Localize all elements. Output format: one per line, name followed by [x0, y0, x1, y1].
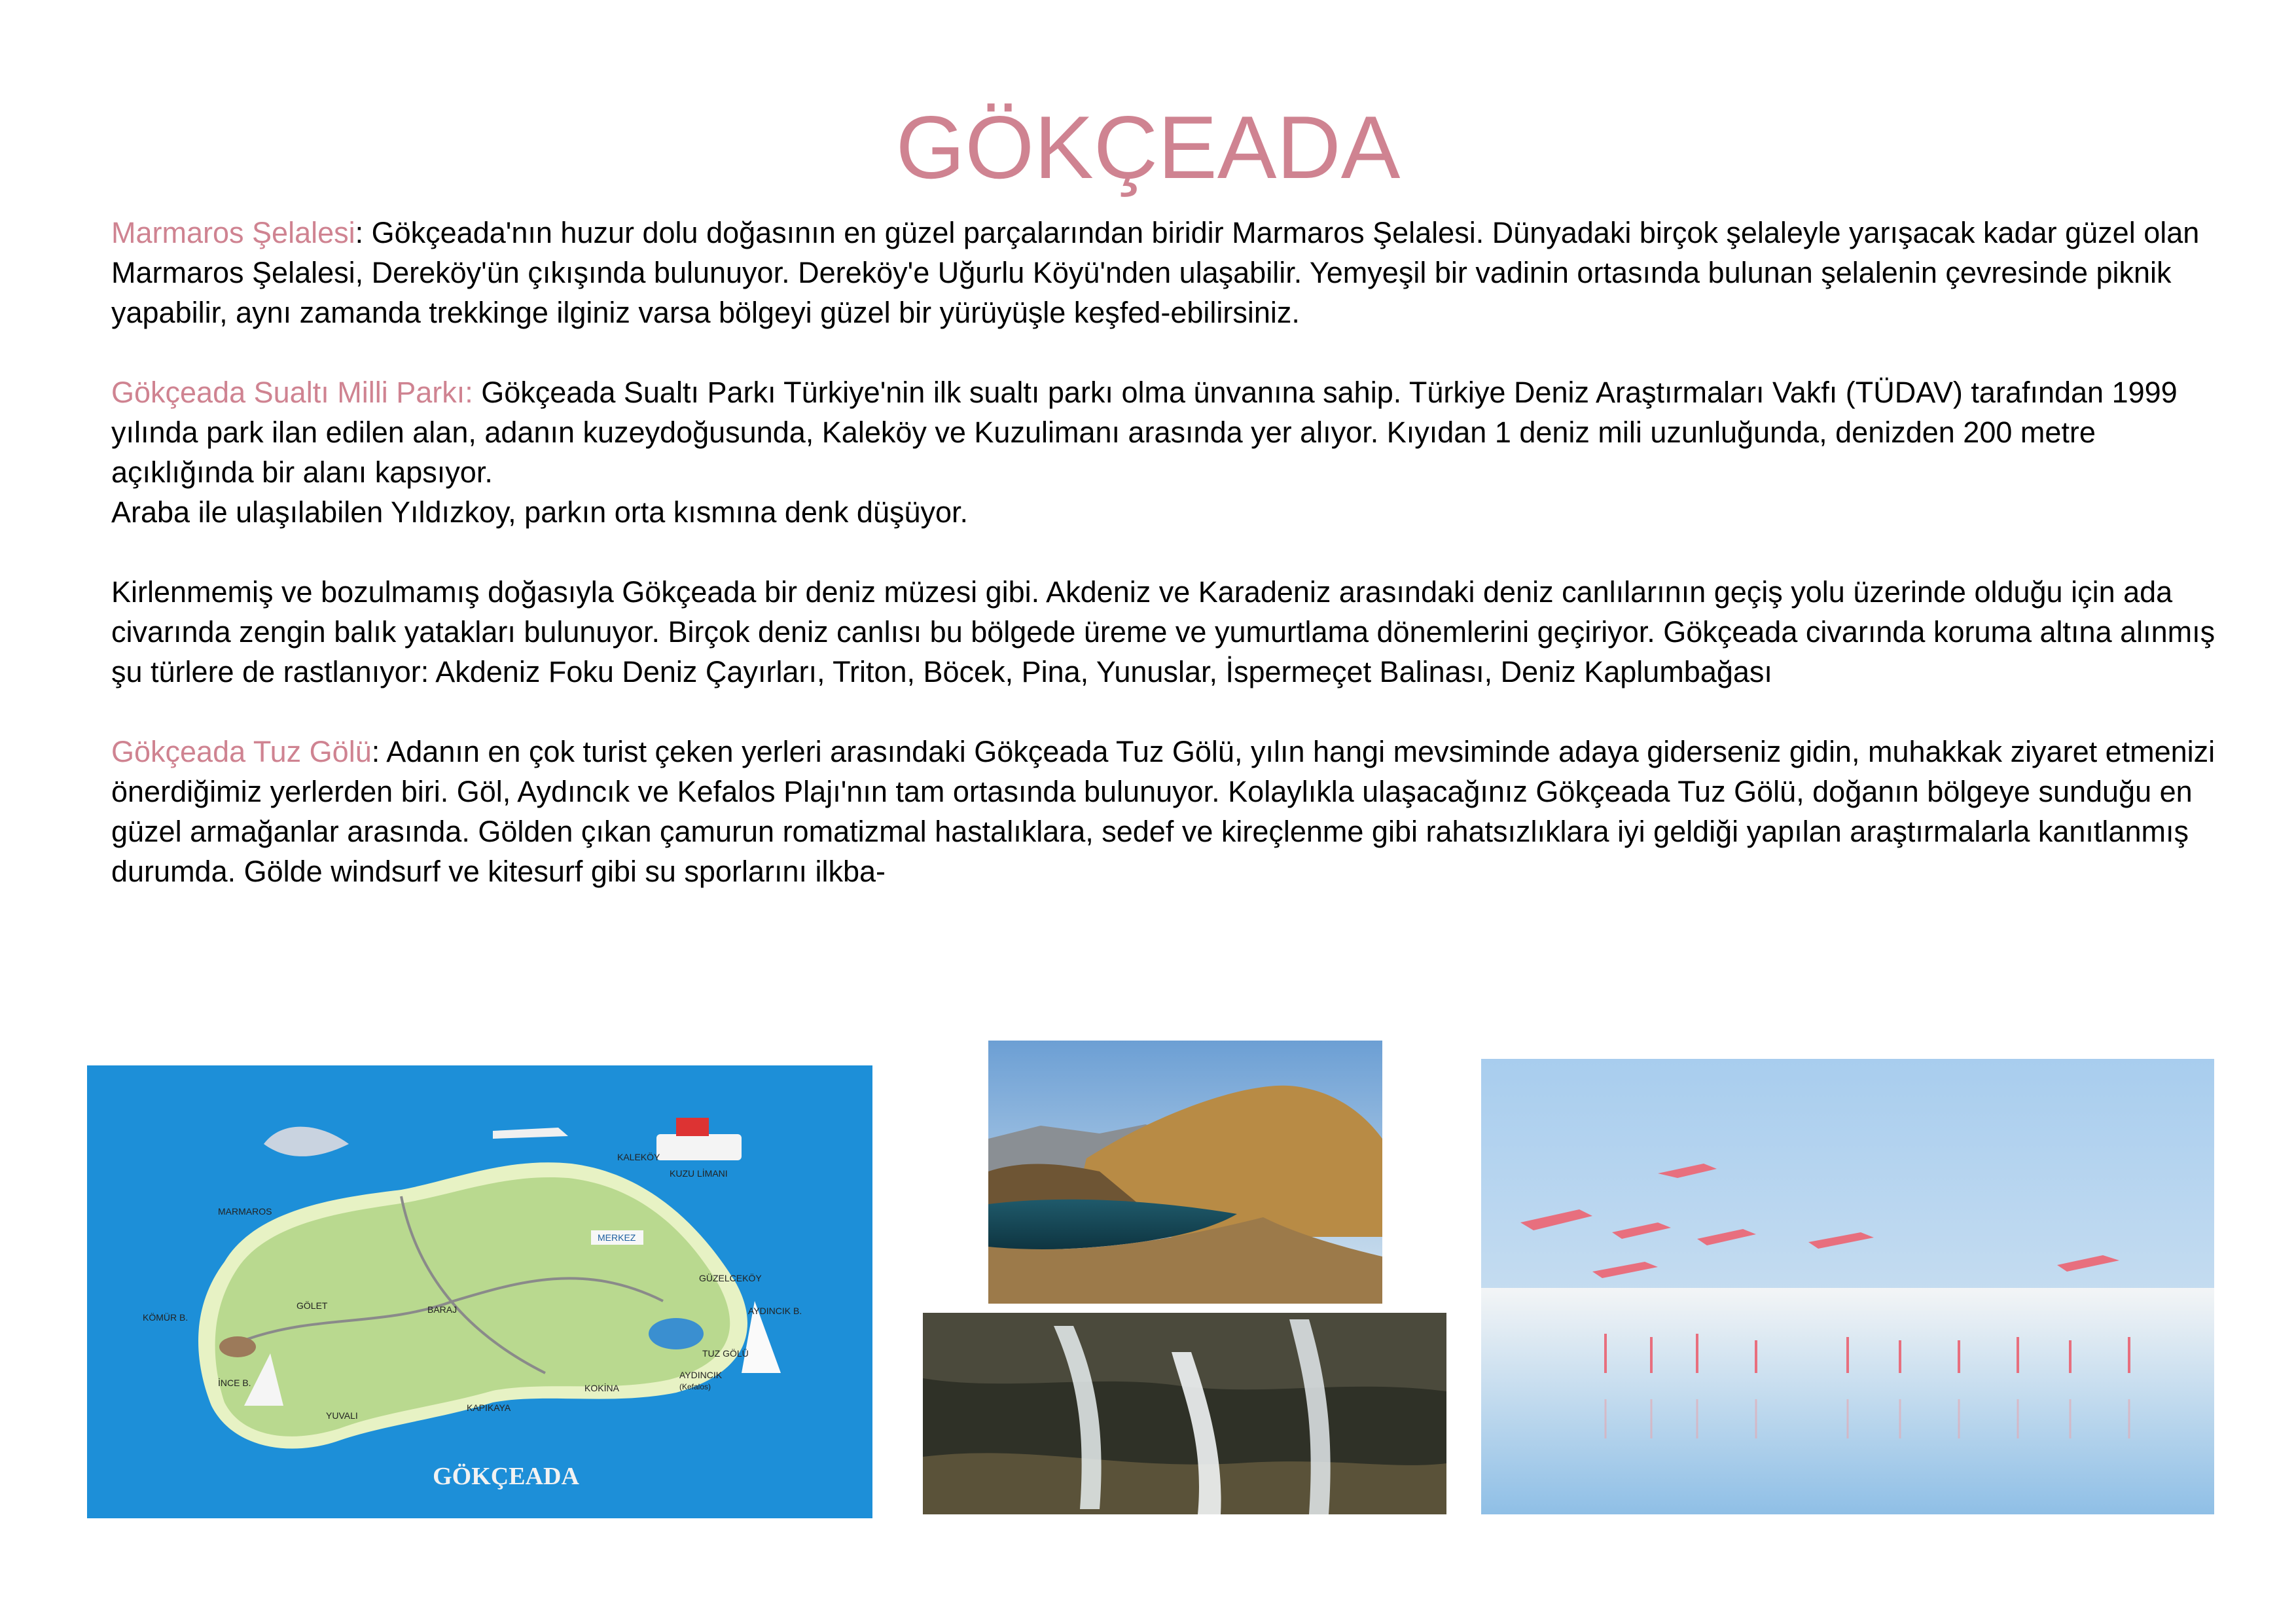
- place-label-baraj: BARAJ: [427, 1304, 457, 1315]
- salt-lake: [649, 1318, 704, 1349]
- map-caption: GÖKÇEADA: [433, 1463, 579, 1490]
- page-title: GÖKÇEADA: [895, 98, 1401, 197]
- heading-tuz-golu: Gökçeada Tuz Gölü: [111, 735, 372, 768]
- place-label-golet: GÖLET: [296, 1300, 328, 1311]
- place-label-kapikaya: KAPIKAYA: [467, 1402, 511, 1413]
- place-label-yuvali: YUVALI: [326, 1410, 358, 1421]
- text-sualti: Gökçeada Sualtı Parkı Türkiye'nin ilk sualtı parkı olma ünvanına sahip. Türkiye Deniz Araştırmaları Vakfı (TÜDAV) tarafından 1999 yılında park ilan edilen alan, adanın kuzeydoğusunda, Kaleköy ve Kuzulimanı arasında yer alıyor. Kıyıdan 1 deniz mili uzunluğunda, denizden 200 metre açıklığında bir alanı kapsıyor.: [111, 376, 2178, 489]
- waterfall-photo-illustration: [923, 1313, 1446, 1514]
- island-map-illustration: [87, 1065, 872, 1518]
- paragraph-sualti: [111, 372, 2232, 492]
- ferry-funnel-icon: [676, 1118, 709, 1136]
- bay-photo-illustration: [988, 1041, 1382, 1304]
- place-label-komur-b: KÖMÜR B.: [143, 1312, 188, 1323]
- text-marmaros: : Gökçeada'nın huzur dolu doğasının en güzel parçalarından biridir Marmaros Şelalesi. Dünyadaki birçok şelaleyle yarışacak kadar güzel olan Marmaros Şelalesi, Dereköy'ün çıkışında bulunuyor. Dereköy'e Uğurlu Köyü'nden ulaşabilir. Yemyeşil bir vadinin ortasında bulunan şelalenin çevresinde piknik yapabilir, aynı zamanda trekkinge ilginiz varsa bölgeyi güzel bir yürüyüşle keşfed-ebilirsiniz.: [111, 216, 2200, 329]
- place-label-merkez: MERKEZ: [598, 1232, 636, 1243]
- paragraph-sualti-note: Araba ile ulaşılabilen Yıldızkoy, parkın orta kısmına denk düşüyor.: [111, 495, 969, 529]
- paragraph-deniz-muzesi: Kirlenmemiş ve bozulmamış doğasıyla Gökçeada bir deniz müzesi gibi. Akdeniz ve Karadeniz arasındaki deniz canlılarının geçiş yolu üzerinde olduğu için ada civarında zengin balık yatakları bulunuyor. Birçok deniz canlısı bu bölgede üreme ve yumurtlama dönemlerini geçiriyor. Gökçeada civarında koruma altına alınmış şu türlere de rastlanıyor: Akdeniz Foku Deniz Çayırları, Triton, Böcek, Pina, Yunuslar, İspermeçet Balinası, Deniz Kaplumbağası: [111, 575, 2215, 688]
- place-label-guzelcekoy: GÜZELCEKÖY: [699, 1273, 762, 1283]
- place-label-ince-b: İNCE B.: [218, 1378, 251, 1388]
- paragraph-marmaros: [111, 213, 2232, 332]
- place-label-marmaros: MARMAROS: [218, 1206, 272, 1217]
- bay-photo: [988, 1041, 1382, 1304]
- place-label-kokina: KOKİNA: [584, 1383, 619, 1393]
- heading-sualti: Gökçeada Sualtı Milli Parkı:: [111, 376, 473, 409]
- place-label-kuzu-limani: KUZU LİMANI: [670, 1168, 728, 1179]
- place-label-tuz-golu: TUZ GÖLÜ: [702, 1348, 749, 1359]
- ferry-icon: [656, 1134, 742, 1160]
- flamingo-lake-illustration: [1481, 1059, 2214, 1514]
- paragraph-tuz-golu: [111, 732, 2232, 891]
- flamingo-lake-photo: [1481, 1059, 2214, 1514]
- place-label-aydincik: AYDINCIK: [679, 1370, 723, 1380]
- place-label-aydincik-b: AYDINCIK B.: [748, 1306, 802, 1316]
- text-tuz-golu: : Adanın en çok turist çeken yerleri arasındaki Gökçeada Tuz Gölü, yılın hangi mevsiminde adaya giderseniz gidin, muhakkak ziyaret etmenizi önerdiğimiz yerlerden biri. Göl, Aydıncık ve Kefalos Plajı'nın tam ortasında bulunuyor. Kolaylıkla ulaşacağınız Gökçeada Tuz Gölü, doğanın bölgeye sunduğu en güzel armağanlar arasında. Gölden çıkan çamurun romatizmal hastalıklara, sedef ve kireçlenme gibi rahatsızlıklara iyi geldiği yapılan araştırmalarla kanıtlanmış durumda. Gölde windsurf ve kitesurf gibi su sporlarını ilkba-: [111, 735, 2215, 888]
- fish-icon: [219, 1336, 256, 1357]
- place-label-kefalos: (Kefalos): [679, 1382, 711, 1391]
- article-body: [111, 213, 2232, 931]
- waterfall-photo: [923, 1313, 1446, 1514]
- place-label-kalekoy: KALEKÖY: [617, 1152, 660, 1162]
- heading-marmaros: Marmaros Şelalesi: [111, 216, 355, 249]
- island-map-image: [87, 1065, 872, 1518]
